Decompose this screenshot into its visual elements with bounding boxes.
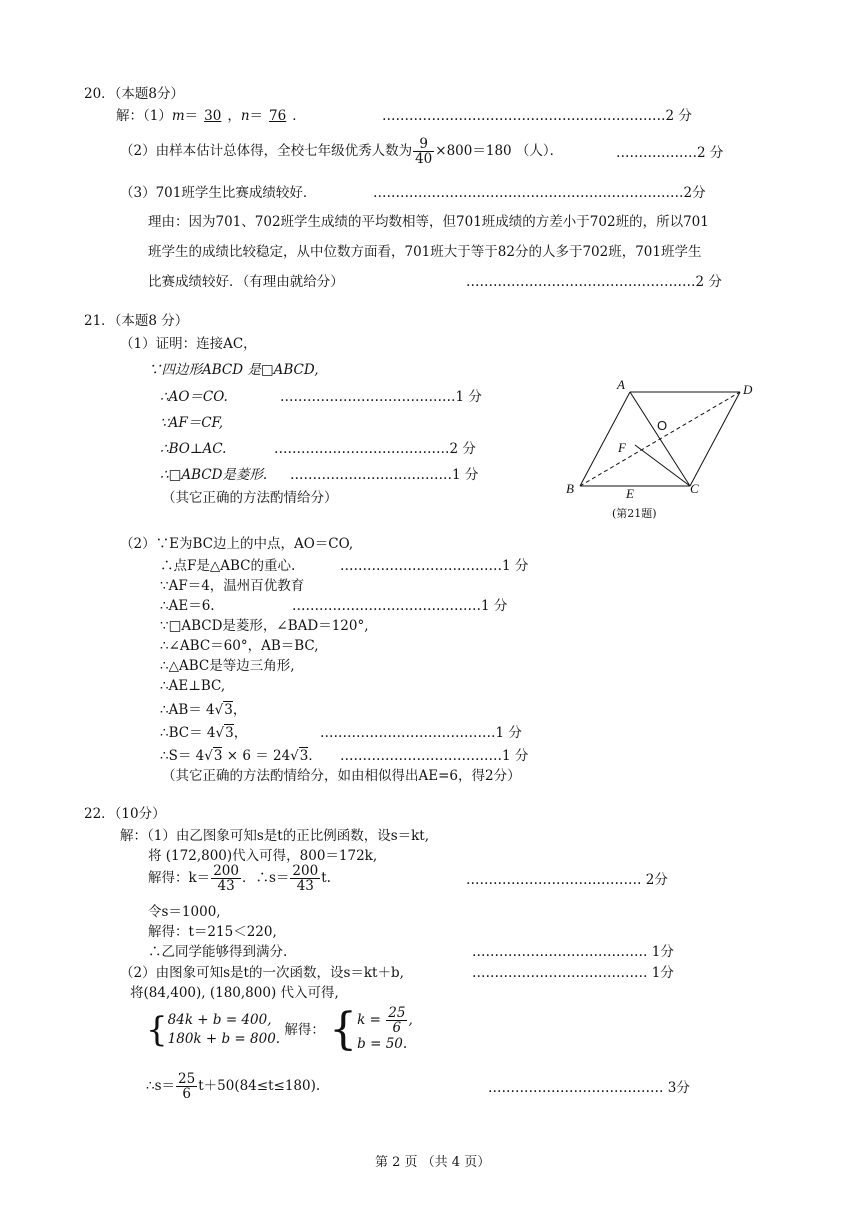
sqrt-sign: √ bbox=[290, 748, 299, 764]
q22-k-den: 43 bbox=[217, 878, 235, 895]
q21-s-radicand: 3 bbox=[213, 748, 223, 764]
q20-part1-score: ………………………………………………………2 分 bbox=[382, 108, 692, 124]
q20-part3-score: ……………………………………………………………2分 bbox=[373, 185, 706, 201]
q21-part2-line1: （2）∵E为BC边上的中点，AO＝CO, bbox=[120, 536, 354, 552]
q21-part1-head: （1）证明：连接AC， bbox=[120, 336, 257, 352]
q21-part2-line4: ∴AE＝6. bbox=[160, 598, 215, 614]
q22-b-solution: b = 50. bbox=[357, 1036, 408, 1053]
q21-line2: ∴AO＝CO. bbox=[160, 389, 228, 405]
q21-line5: ∴□ABCD是菱形. bbox=[160, 467, 268, 483]
q21-part2-line7: ∴△ABC是等边三角形, bbox=[160, 658, 295, 674]
label-F: F bbox=[618, 440, 626, 455]
q22-part1-line1: 解：（1）由乙图象可知s是t的正比例函数，设s＝kt, bbox=[120, 828, 430, 844]
q20-fraction bbox=[413, 137, 434, 166]
q20-eq-2: ＝ bbox=[249, 108, 264, 124]
q21-ab-end: ， bbox=[232, 702, 247, 718]
q21-part2-line2: ∴点F是△ABC的重心. bbox=[160, 558, 296, 574]
q22-s-num: 200 bbox=[292, 863, 319, 879]
q20-part2 bbox=[120, 137, 563, 166]
q21-part2-line10 bbox=[160, 725, 247, 741]
q20-part2-tail: ×800＝180 （人）． bbox=[435, 143, 564, 160]
q22-k-num: 200 bbox=[213, 863, 239, 879]
q20-part1-end: ． bbox=[292, 108, 306, 124]
q22-final-score: ………………………………… 3分 bbox=[488, 1080, 690, 1096]
q22-k-sol-num: 25 bbox=[388, 1005, 406, 1021]
q22-solve-label: 解得： bbox=[284, 1022, 325, 1039]
q20-sep: ， bbox=[227, 108, 241, 124]
q21-line4-score: …………………………………2 分 bbox=[274, 441, 476, 457]
label-A: A bbox=[617, 377, 625, 392]
q20-reason-line3: 比赛成绩较好．（有理由就给分） bbox=[148, 274, 344, 290]
label-B: B bbox=[566, 481, 574, 496]
q20-n-var: n bbox=[240, 108, 250, 124]
q21-part2-line5: ∵□ABCD是菱形，∠BAD＝120°, bbox=[160, 618, 369, 634]
q20-eq-1: ＝ bbox=[184, 108, 199, 124]
q22-eq-2: 180k + b = 800. bbox=[167, 1031, 281, 1048]
q20-fraction-num: 9 bbox=[413, 137, 434, 152]
q22-part1-line5: 解得：t＝215＜220, bbox=[148, 924, 277, 940]
q21-line1: ∵四边形ABCD 是□ABCD, bbox=[148, 362, 319, 378]
q22-k-sol-pre: k = bbox=[357, 1012, 386, 1029]
q20-part2-text: （2）由样本估计总体得，全校七年级优秀人数为 bbox=[120, 143, 413, 160]
q21-part2-line3: ∵AF＝4，温州百优教育 bbox=[160, 578, 305, 594]
diagonal-BD bbox=[580, 392, 740, 486]
q21-line2-score: …………………………………1 分 bbox=[280, 389, 482, 405]
left-brace: { bbox=[146, 1010, 168, 1051]
q21-line6: （其它正确的方法酌情给分） bbox=[162, 490, 338, 506]
q20-fraction-den: 40 bbox=[415, 151, 433, 168]
q22-part1-line3-score: ………………………………… 2分 bbox=[466, 872, 668, 888]
q22-part2-line2: 将(84,400), (180,800) 代入可得, bbox=[130, 985, 339, 1001]
q22-equation-system bbox=[146, 1006, 413, 1054]
label-C: C bbox=[690, 481, 699, 496]
q21-bc-end: ， bbox=[233, 725, 248, 741]
q22-final-den: 6 bbox=[182, 1086, 191, 1103]
q22-k-pre: 解得：k＝ bbox=[148, 870, 211, 887]
segment-FC bbox=[635, 445, 690, 486]
q21-part2-line4-score: ……………………………………1 分 bbox=[292, 598, 508, 614]
q22-s-tail: t. bbox=[321, 870, 331, 887]
q22-k-fraction bbox=[211, 864, 241, 893]
q22-final-num: 25 bbox=[178, 1071, 196, 1087]
q21-part2-line8: ∴AE⊥BC, bbox=[160, 678, 226, 694]
q22-s-fraction bbox=[290, 864, 320, 893]
page-footer: 第 2 页 （共 4 页） bbox=[375, 1155, 491, 1170]
q22-k-sol-fraction bbox=[386, 1006, 407, 1035]
q20-part2-score: ………………2 分 bbox=[616, 145, 724, 161]
q20-reason-line2: 班学生的成绩比较稳定，从中位数方面看，701班大于等于82分的人多于702班，701班学生 bbox=[148, 244, 702, 260]
q21-figure-caption: (第21题) bbox=[612, 507, 657, 520]
edge-AB bbox=[580, 392, 630, 486]
q22-k-sol-end: , bbox=[408, 1012, 413, 1029]
q22-part2-line1: （2）由图象可知s是t的一次函数，设s＝kt＋b, bbox=[120, 965, 404, 981]
q21-s-pre: ∴S＝ 4 bbox=[160, 748, 205, 764]
q20-part3: （3）701班学生比赛成绩较好． bbox=[120, 185, 317, 201]
q22-final bbox=[146, 1072, 320, 1101]
q21-part2-line12: （其它正确的方法酌情给分，如由相似得出AE=6，得2分） bbox=[162, 768, 521, 784]
q20-part1-prefix: 解：（1） bbox=[116, 108, 172, 124]
q21-s-radicand2: 3 bbox=[299, 748, 309, 764]
q20-reason-score: ……………………………………………2 分 bbox=[466, 274, 722, 290]
q22-header: 22．（10分） bbox=[84, 806, 166, 822]
q21-part2-line2-score: ………………………………1 分 bbox=[340, 558, 529, 574]
q22-system-2 bbox=[357, 1006, 413, 1054]
q22-final-fraction bbox=[176, 1072, 197, 1101]
q21-s-mid: × 6 ＝ 24 bbox=[222, 748, 291, 764]
q22-final-tail: t＋50(84≤t≤180). bbox=[198, 1078, 321, 1095]
q20-header: 20．（本题8分） bbox=[84, 86, 185, 102]
q22-part1-line6: ∴乙同学能够得到满分. bbox=[148, 944, 288, 960]
q21-header: 21．（本题8 分） bbox=[84, 313, 189, 329]
q21-part2-line9 bbox=[160, 702, 246, 718]
q20-part1 bbox=[116, 108, 306, 124]
q22-part1-line6-score: ………………………………… 1分 bbox=[472, 944, 674, 960]
q22-eq-1: 84k + b = 400, bbox=[167, 1012, 272, 1029]
q20-m-value: 30 bbox=[204, 108, 222, 124]
q21-figure bbox=[560, 372, 770, 522]
q20-reason-line1: 理由：因为701、702班学生成绩的平均数相等，但701班成绩的方差小于702班的，所以701 bbox=[148, 214, 709, 230]
q22-part1-line3 bbox=[148, 864, 331, 893]
q22-final-pre: ∴s＝ bbox=[146, 1078, 176, 1095]
sqrt-sign: √ bbox=[214, 702, 224, 718]
sqrt-sign: √ bbox=[215, 725, 225, 741]
q22-s-pre: ．∴s＝ bbox=[241, 870, 290, 887]
q21-part2-line11-score: ………………………………1 分 bbox=[340, 748, 529, 764]
q21-part2-line11 bbox=[160, 748, 322, 764]
q21-line4: ∴BO⊥AC. bbox=[160, 441, 227, 457]
q21-ab-radicand: 3 bbox=[224, 702, 233, 718]
q20-n-value: 76 bbox=[269, 108, 287, 124]
q22-part1-line2: 将 (172,800)代入可得，800＝172k, bbox=[148, 848, 378, 864]
q22-k-solution bbox=[357, 1006, 413, 1035]
q21-part2-line6: ∴∠ABC＝60°，AB＝BC, bbox=[160, 638, 319, 654]
q20-m-var: m bbox=[171, 108, 185, 124]
q22-system-1 bbox=[168, 1011, 280, 1049]
q21-line3: ∵AF＝CF, bbox=[160, 415, 224, 431]
q22-k-sol-den: 6 bbox=[392, 1020, 402, 1037]
q21-s-end: ． bbox=[308, 748, 322, 764]
label-D: D bbox=[743, 382, 753, 397]
q21-part2-line10-score: …………………………………1 分 bbox=[320, 725, 522, 741]
q22-s-den: 43 bbox=[296, 878, 314, 895]
left-brace: { bbox=[329, 1004, 358, 1056]
q21-bc-radicand: 3 bbox=[225, 725, 234, 741]
label-O: O bbox=[657, 418, 668, 433]
q22-part2-line1-score: ………………………………… 1分 bbox=[472, 965, 674, 981]
q22-part1-line4: 令s＝1000, bbox=[148, 904, 221, 920]
q21-ab-pre: ∴AB＝ 4 bbox=[160, 702, 215, 718]
q21-line5-score: ………………………………1 分 bbox=[290, 467, 479, 483]
label-E: E bbox=[626, 486, 634, 501]
sqrt-sign: √ bbox=[204, 748, 213, 764]
edge-DC bbox=[690, 392, 740, 486]
q21-bc-pre: ∴BC＝ 4 bbox=[160, 725, 216, 741]
